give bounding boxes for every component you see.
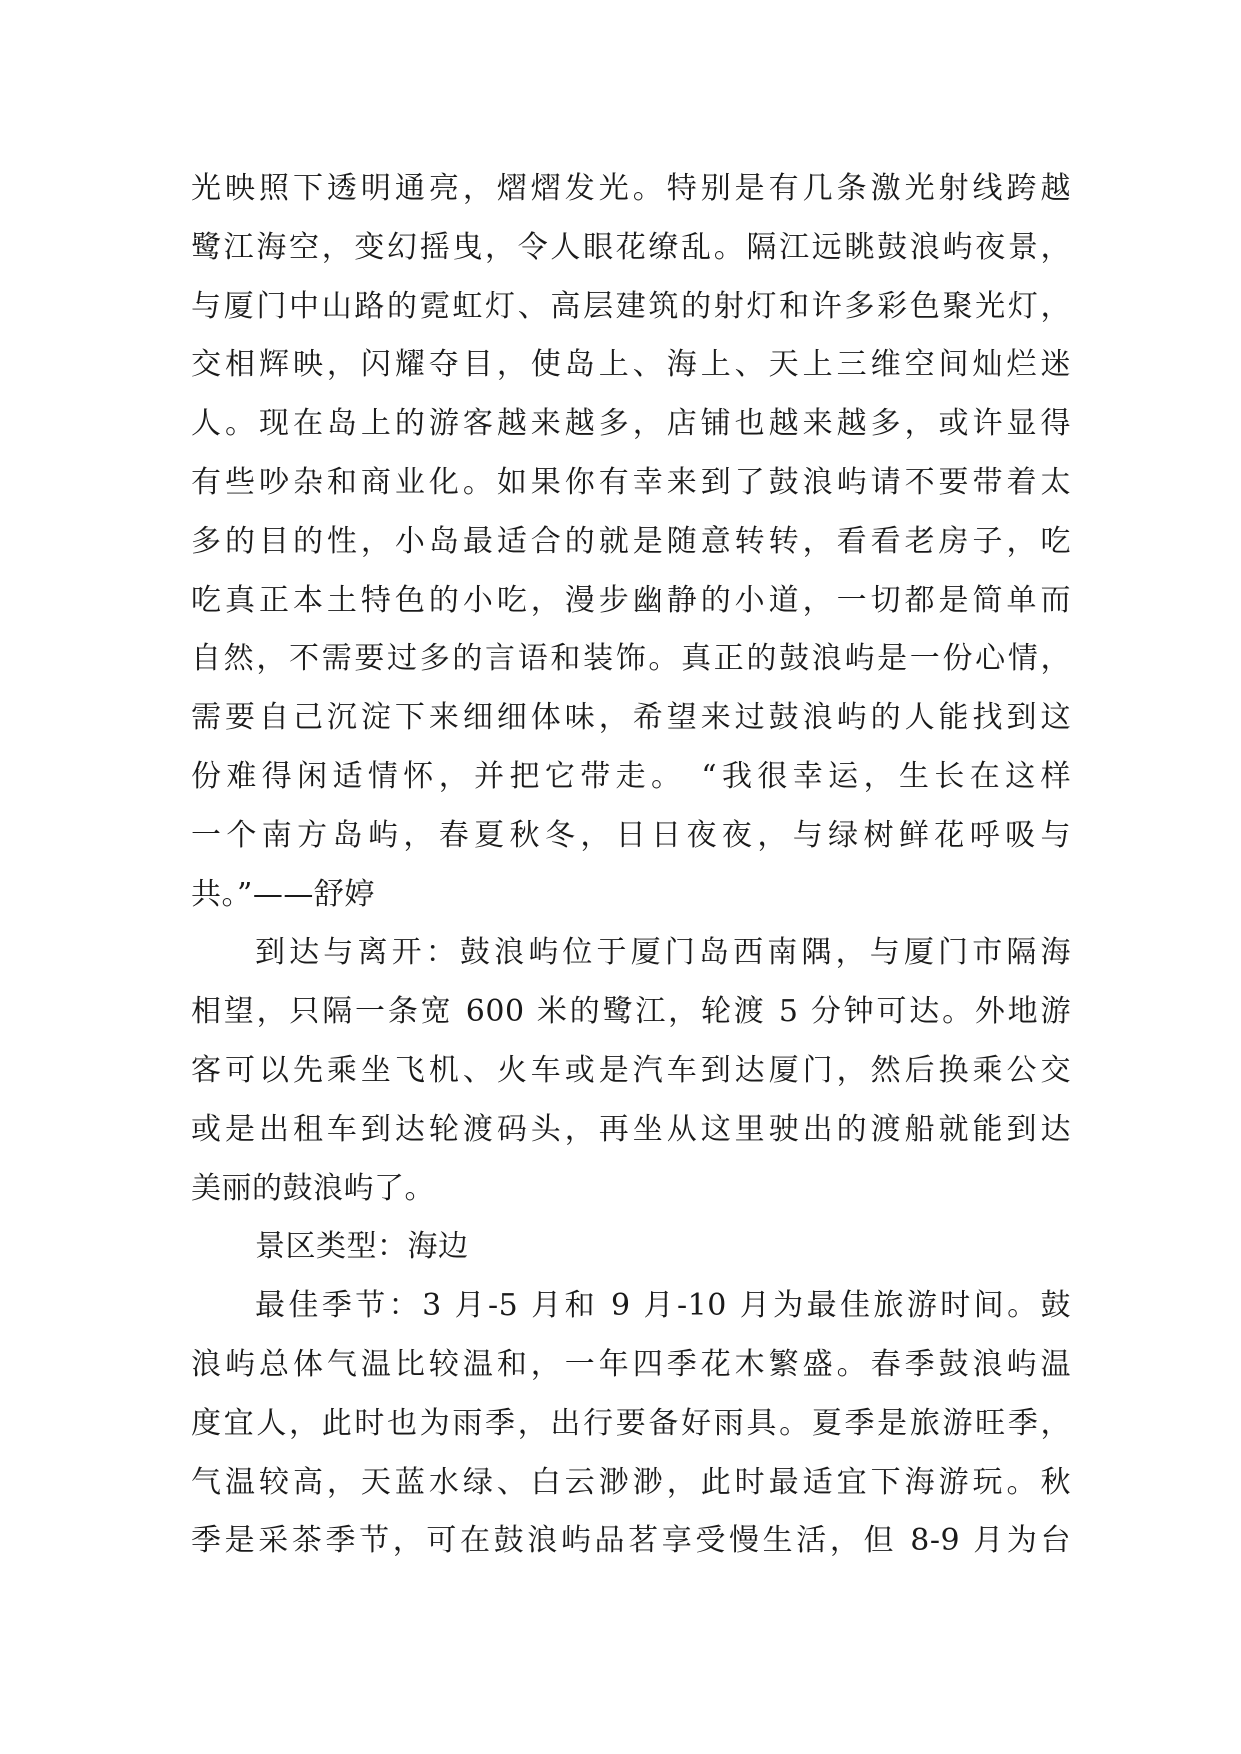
text-line: 季是采茶季节，可在鼓浪屿品茗享受慢生活，但 8-9 月为台 xyxy=(191,1523,1071,1559)
paragraph-start-line: 最佳季节：3 月-5 月和 9 月-10 月为最佳旅游时间。鼓 xyxy=(255,1288,1071,1324)
text-line: 交相辉映，闪耀夺目，使岛上、海上、天上三维空间灿烂迷 xyxy=(191,347,1071,383)
text-line: 或是出租车到达轮渡码头，再坐从这里驶出的渡船就能到达 xyxy=(191,1111,1071,1147)
text-line: 共。”——舒婷 xyxy=(191,876,375,912)
text-line: 人。现在岛上的游客越来越多，店铺也越来越多，或许显得 xyxy=(191,406,1071,442)
document-body xyxy=(191,160,1071,1571)
paragraph-start-line: 景区类型：海边 xyxy=(255,1229,469,1265)
text-line: 有些吵杂和商业化。如果你有幸来到了鼓浪屿请不要带着太 xyxy=(191,464,1071,500)
text-line: 多的目的性，小岛最适合的就是随意转转，看看老房子，吃 xyxy=(191,523,1071,559)
text-line: 相望，只隔一条宽 600 米的鹭江，轮渡 5 分钟可达。外地游 xyxy=(191,994,1071,1030)
text-line: 光映照下透明通亮，熠熠发光。特别是有几条激光射线跨越 xyxy=(191,171,1071,206)
text-line: 份难得闲适情怀，并把它带走。 “我很幸运，生长在这样 xyxy=(191,758,1071,794)
text-line: 度宜人，此时也为雨季，出行要备好雨具。夏季是旅游旺季， xyxy=(191,1405,1071,1441)
text-line: 客可以先乘坐飞机、火车或是汽车到达厦门，然后换乘公交 xyxy=(191,1052,1071,1088)
text-line: 与厦门中山路的霓虹灯、高层建筑的射灯和许多彩色聚光灯， xyxy=(191,288,1071,324)
text-line: 自然，不需要过多的言语和装饰。真正的鼓浪屿是一份心情， xyxy=(191,641,1071,677)
text-line: 一个南方岛屿，春夏秋冬，日日夜夜，与绿树鲜花呼吸与 xyxy=(191,817,1071,853)
text-line: 美丽的鼓浪屿了。 xyxy=(191,1170,435,1206)
text-line: 吃真正本土特色的小吃，漫步幽静的小道，一切都是简单而 xyxy=(191,582,1071,618)
text-line: 鹭江海空，变幻摇曳，令人眼花缭乱。隔江远眺鼓浪屿夜景， xyxy=(191,229,1071,265)
text-line: 需要自己沉淀下来细细体味，希望来过鼓浪屿的人能找到这 xyxy=(191,700,1071,736)
text-line: 气温较高，天蓝水绿、白云渺渺，此时最适宜下海游玩。秋 xyxy=(191,1464,1071,1500)
paragraph-start-line: 到达与离开：鼓浪屿位于厦门岛西南隅，与厦门市隔海 xyxy=(255,935,1071,971)
text-line: 浪屿总体气温比较温和，一年四季花木繁盛。春季鼓浪屿温 xyxy=(191,1346,1071,1382)
